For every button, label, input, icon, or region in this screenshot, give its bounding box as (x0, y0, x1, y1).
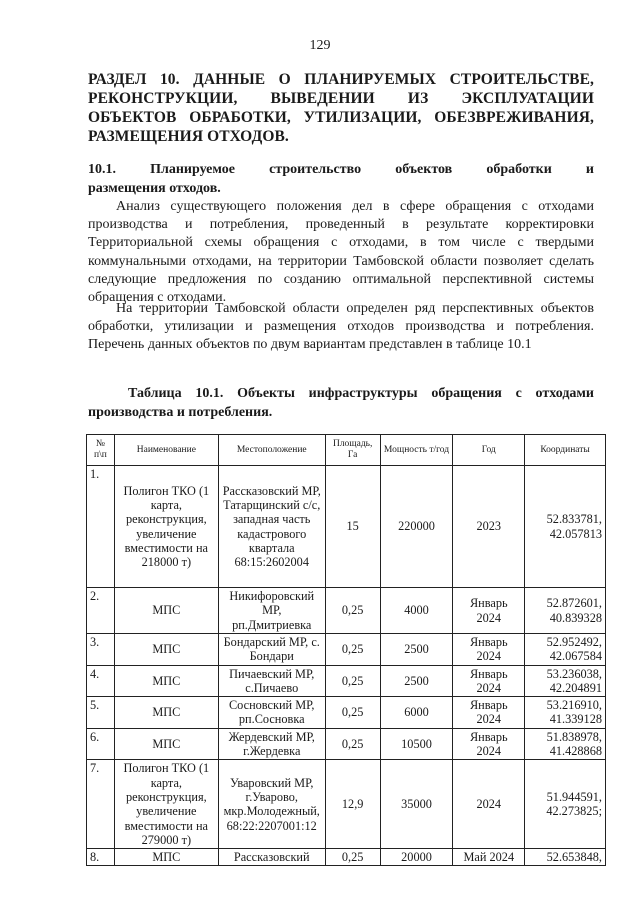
table-row (87, 849, 606, 866)
cell-year: Январь 2024 (453, 697, 525, 729)
cell-year: Май 2024 (453, 849, 525, 866)
header-year: Год (453, 435, 525, 466)
table-row (87, 697, 606, 729)
subsection-word: строительство (269, 162, 362, 177)
cell-capacity: 2500 (380, 665, 453, 697)
table-row (87, 665, 606, 697)
cell-name: МПС (114, 665, 218, 697)
subsection-word: и (585, 162, 594, 177)
paragraph-analysis: Анализ существующего положения дел в сфере обращения с отходами производства и потребления, проведенный в результате корректировки Территориальной схемы обращения с отходами, в том числе с твердыми коммунальными отходами, на территории Тамбовской области позволяет сделать следующие предложения по созданию оптимальной перспективной системы обращения с отходами. (88, 199, 594, 306)
section-title: РАЗДЕЛ 10. ДАННЫЕ О ПЛАНИРУЕМЫХ СТРОИТЕЛЬСТВЕ, РЕКОНСТРУКЦИИ, ВЫВЕДЕНИИ ИЗ ЭКСПЛУАТАЦИИ ОБЪЕКТОВ ОБРАБОТКИ, УТИЛИЗАЦИИ, ОБЕЗВРЕЖИВАНИЯ, РАЗМЕЩЕНИЯ ОТХОДОВ. (88, 71, 594, 145)
cell-year: Январь 2024 (453, 588, 525, 634)
cell-area: 0,25 (325, 849, 380, 866)
cell-number: 8. (87, 849, 115, 866)
header-capacity: Мощность т/год (380, 435, 453, 466)
subsection-heading-line1 (88, 160, 594, 179)
cell-coordinates: 52.872601, 40.839328 (525, 588, 606, 634)
header-area: Площадь, Га (325, 435, 380, 466)
table-caption: Таблица 10.1. Объекты инфраструктуры обращения с отходами производства и потребления. (88, 386, 594, 420)
cell-coordinates: 53.236038, 42.204891 (525, 665, 606, 697)
cell-capacity: 2500 (380, 634, 453, 666)
cell-number: 2. (87, 588, 115, 634)
cell-area: 0,25 (325, 634, 380, 666)
cell-year: Январь 2024 (453, 665, 525, 697)
objects-table (86, 434, 606, 866)
header-number: № п\п (87, 435, 115, 466)
cell-number: 4. (87, 665, 115, 697)
cell-coordinates: 52.653848, (525, 849, 606, 866)
cell-area: 0,25 (325, 728, 380, 760)
cell-area: 15 (325, 466, 380, 588)
cell-number: 6. (87, 728, 115, 760)
table-row (87, 760, 606, 849)
cell-location: Сосновский МР, рп.Сосновка (218, 697, 325, 729)
cell-area: 12,9 (325, 760, 380, 849)
cell-number: 5. (87, 697, 115, 729)
page-number: 129 (309, 38, 331, 53)
cell-coordinates: 51.944591, 42.273825; (525, 760, 606, 849)
cell-location: Пичаевский МР, с.Пичаево (218, 665, 325, 697)
subsection-number: 10.1. (88, 162, 116, 177)
cell-year: Январь 2024 (453, 728, 525, 760)
table-header-row (87, 435, 606, 466)
table-row (87, 728, 606, 760)
cell-area: 0,25 (325, 665, 380, 697)
cell-capacity: 10500 (380, 728, 453, 760)
cell-capacity: 4000 (380, 588, 453, 634)
cell-area: 0,25 (325, 697, 380, 729)
cell-coordinates: 52.952492, 42.067584 (525, 634, 606, 666)
cell-coordinates: 52.833781, 42.057813 (525, 466, 606, 588)
paragraph-objects: На территории Тамбовской области определен ряд перспективных объектов обработки, утилизации и размещения отходов производства и потребления. Перечень данных объектов по двум вариантам представлен в таблице 10.1 (88, 301, 594, 353)
subsection-heading (88, 160, 594, 198)
cell-name: МПС (114, 588, 218, 634)
table-row (87, 634, 606, 666)
cell-coordinates: 53.216910, 41.339128 (525, 697, 606, 729)
cell-number: 3. (87, 634, 115, 666)
cell-location: Никифоровский МР, рп.Дмитриевка (218, 588, 325, 634)
cell-capacity: 20000 (380, 849, 453, 866)
subsection-word: обработки (486, 162, 552, 177)
cell-capacity: 220000 (380, 466, 453, 588)
cell-year: 2023 (453, 466, 525, 588)
cell-capacity: 6000 (380, 697, 453, 729)
cell-year: Январь 2024 (453, 634, 525, 666)
cell-number: 7. (87, 760, 115, 849)
cell-name: МПС (114, 849, 218, 866)
cell-name: Полигон ТКО (1 карта, реконструкция, увеличение вместимости на 218000 т) (114, 466, 218, 588)
cell-location: Бондарский МР, с. Бондари (218, 634, 325, 666)
cell-location: Рассказовский МР, Татарщинский с/с, западная часть кадастрового квартала 68:15:2602004 (218, 466, 325, 588)
cell-name: МПС (114, 697, 218, 729)
table-row (87, 588, 606, 634)
cell-location: Рассказовский (218, 849, 325, 866)
cell-name: Полигон ТКО (1 карта, реконструкция, увеличение вместимости на 279000 т) (114, 760, 218, 849)
header-coordinates: Координаты (525, 435, 606, 466)
cell-number: 1. (87, 466, 115, 588)
cell-name: МПС (114, 728, 218, 760)
subsection-word: Планируемое (150, 162, 235, 177)
cell-year: 2024 (453, 760, 525, 849)
cell-capacity: 35000 (380, 760, 453, 849)
cell-location: Уваровский МР, г.Уварово, мкр.Молодежный, 68:22:2207001:12 (218, 760, 325, 849)
cell-area: 0,25 (325, 588, 380, 634)
table-row (87, 466, 606, 588)
cell-coordinates: 51.838978, 41.428868 (525, 728, 606, 760)
header-name: Наименование (114, 435, 218, 466)
subsection-heading-line2: размещения отходов. (88, 181, 221, 196)
cell-name: МПС (114, 634, 218, 666)
subsection-word: объектов (395, 162, 453, 177)
header-location: Местоположение (218, 435, 325, 466)
cell-location: Жердевский МР, г.Жердевка (218, 728, 325, 760)
